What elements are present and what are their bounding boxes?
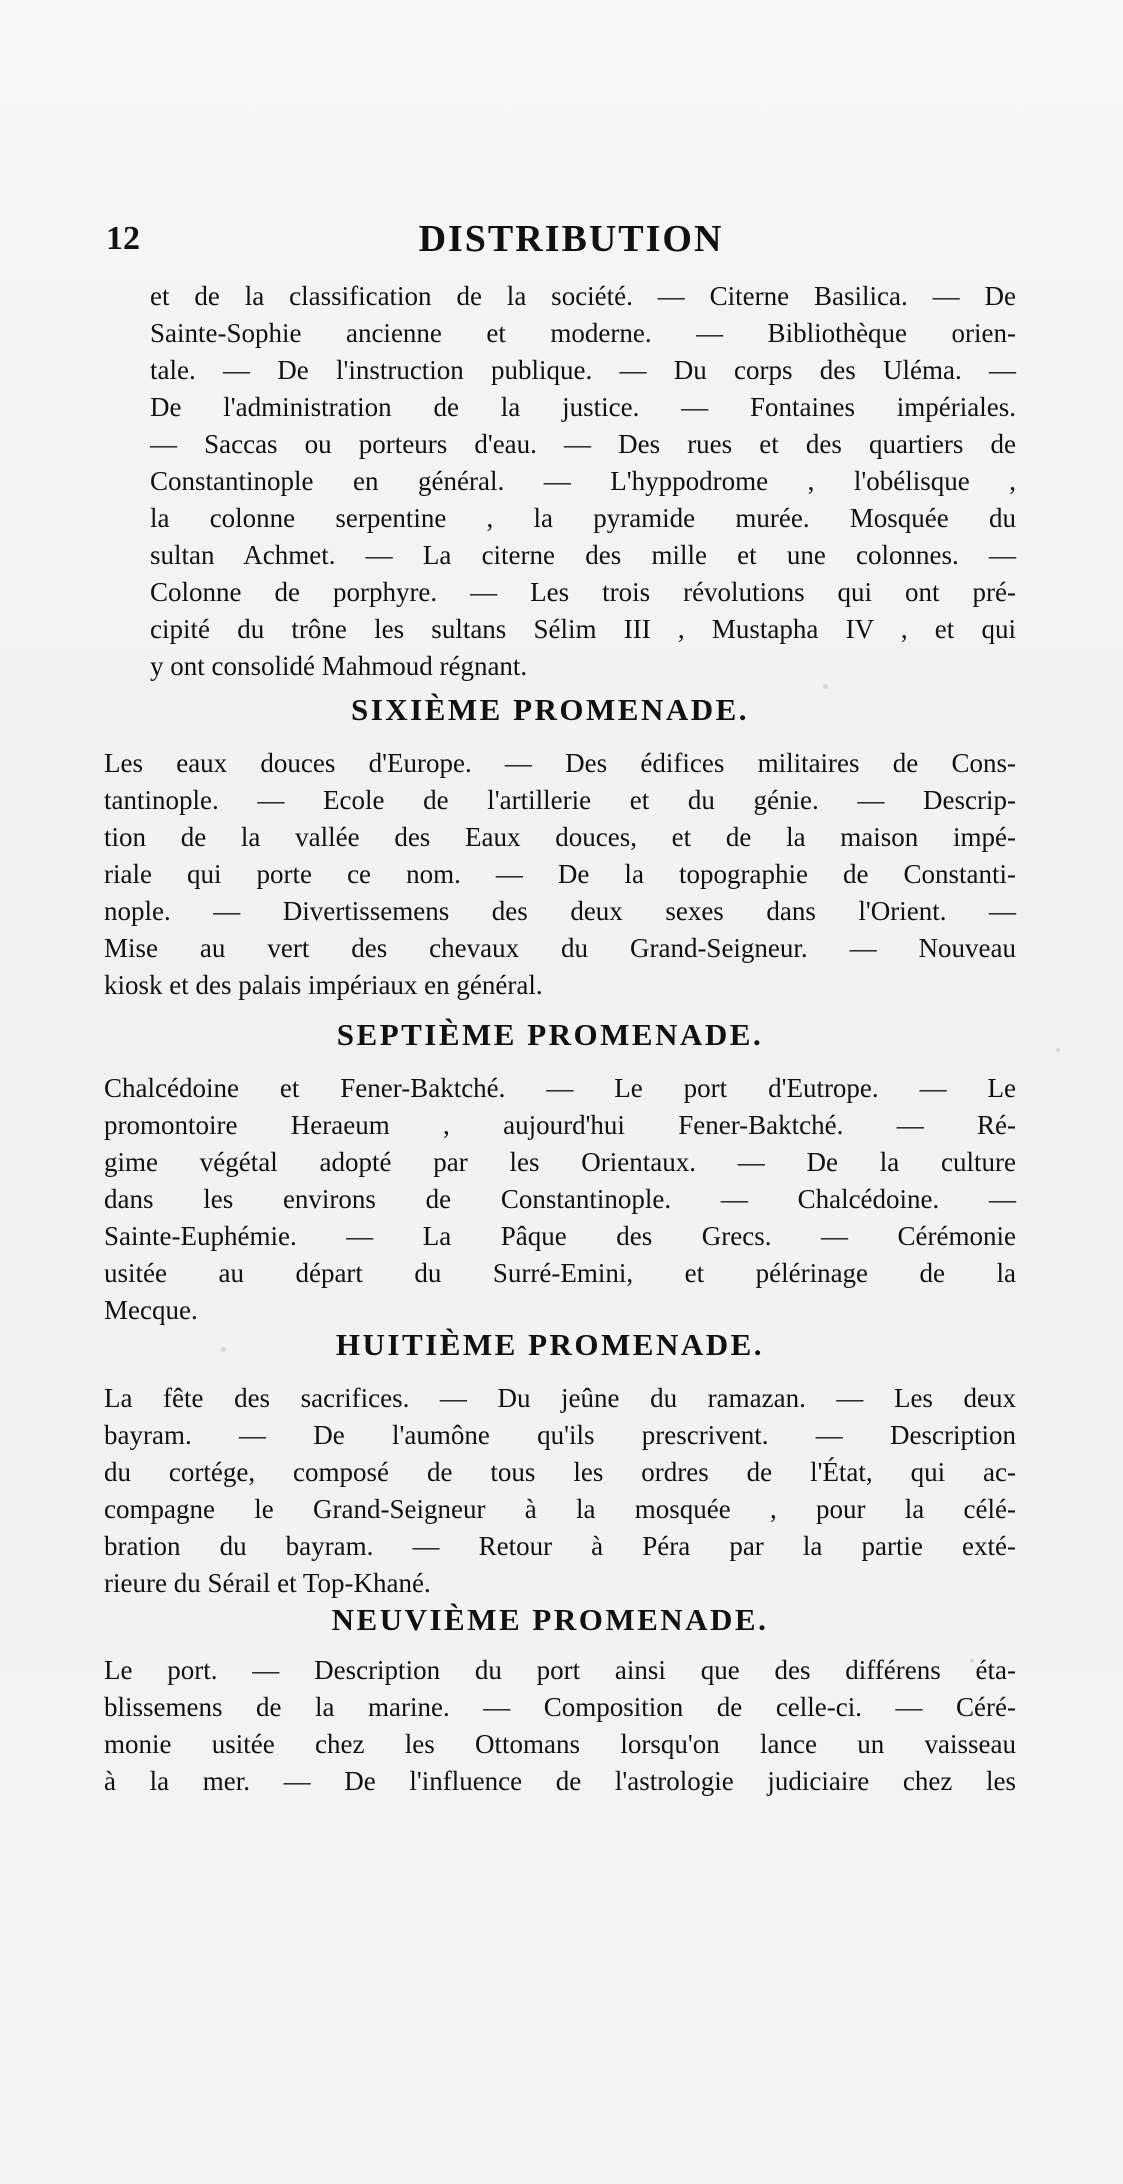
opening-paragraph [150, 278, 1016, 685]
text-line: du cortége, composé de tous les ordres de l'État, qui ac- [104, 1457, 1016, 1487]
text-line: La fête des sacrifices. — Du jeûne du ramazan. — Les deux [104, 1383, 1016, 1413]
text-line: nople. — Divertissemens des deux sexes dans l'Orient. — [104, 896, 1016, 926]
running-head [106, 214, 1036, 264]
text-line: cipité du trône les sultans Sélim III , Mustapha IV , et qui [150, 614, 1016, 644]
text-line: Sainte-Euphémie. — La Pâque des Grecs. — Cérémonie [104, 1221, 1016, 1251]
text-line: De l'administration de la justice. — Fontaines impériales. [150, 392, 1016, 422]
text-line: usitée au départ du Surré-Emini, et pélérinage de la [104, 1258, 1016, 1288]
text-line: bayram. — De l'aumône qu'ils prescrivent. — Description [104, 1420, 1016, 1450]
text-line: sultan Achmet. — La citerne des mille et une colonnes. — [150, 540, 1016, 570]
text-line: Mecque. [104, 1295, 198, 1325]
text-line: Mise au vert des chevaux du Grand-Seigneur. — Nouveau [104, 933, 1016, 963]
text-line: promontoire Heraeum , aujourd'hui Fener-Baktché. — Ré- [104, 1110, 1016, 1140]
text-line: bration du bayram. — Retour à Péra par la partie exté- [104, 1531, 1016, 1561]
text-line: gime végétal adopté par les Orientaux. — De la culture [104, 1147, 1016, 1177]
text-line: rieure du Sérail et Top-Khané. [104, 1568, 431, 1598]
ink-speck [221, 1347, 226, 1352]
text-line: Les eaux douces d'Europe. — Des édifices militaires de Cons- [104, 748, 1016, 778]
text-line: Colonne de porphyre. — Les trois révolutions qui ont pré- [150, 577, 1016, 607]
text-line: et de la classification de la société. — Citerne Basilica. — De [150, 281, 1016, 311]
text-line: Constantinople en général. — L'hyppodrome , l'obélisque , [150, 466, 1016, 496]
text-line: Chalcédoine et Fener-Baktché. — Le port d'Eutrope. — Le [104, 1073, 1016, 1103]
text-line: tion de la vallée des Eaux douces, et de la maison impé- [104, 822, 1016, 852]
text-line: la colonne serpentine , la pyramide murée. Mosquée du [150, 503, 1016, 533]
text-line: dans les environs de Constantinople. — Chalcédoine. — [104, 1184, 1016, 1214]
section-title-sixieme: SIXIÈME PROMENADE. [350, 692, 750, 727]
section-title-huitieme: HUITIÈME PROMENADE. [335, 1327, 765, 1362]
section-body-neuvieme [104, 1652, 1016, 1800]
text-line: kiosk et des palais impériaux en général. [104, 970, 543, 1000]
text-line: y ont consolidé Mahmoud régnant. [150, 651, 528, 681]
section-body-sixieme [104, 745, 1016, 1004]
text-line: monie usitée chez les Ottomans lorsqu'on lance un vaisseau [104, 1729, 1016, 1759]
page-number: 12 [106, 220, 140, 257]
ink-speck [970, 1659, 974, 1663]
text-line: riale qui porte ce nom. — De la topographie de Constanti- [104, 859, 1016, 889]
text-line: — Saccas ou porteurs d'eau. — Des rues et des quartiers de [150, 429, 1016, 459]
section-body-septieme [104, 1070, 1016, 1329]
running-title: DISTRIBUTION [418, 218, 724, 260]
section-title-neuvieme: NEUVIÈME PROMENADE. [331, 1602, 769, 1637]
text-line: blissemens de la marine. — Composition de celle-ci. — Céré- [104, 1692, 1016, 1722]
text-line: Le port. — Description du port ainsi que des différens éta- [104, 1655, 1016, 1685]
ink-speck [823, 684, 828, 689]
text-line: compagne le Grand-Seigneur à la mosquée , pour la célé- [104, 1494, 1016, 1524]
ink-speck [1056, 1048, 1060, 1052]
section-title-septieme: SEPTIÈME PROMENADE. [336, 1017, 764, 1052]
text-line: tantinople. — Ecole de l'artillerie et du génie. — Descrip- [104, 785, 1016, 815]
text-line: Sainte-Sophie ancienne et moderne. — Bibliothèque orien- [150, 318, 1016, 348]
text-line: à la mer. — De l'influence de l'astrologie judiciaire chez les [104, 1766, 1016, 1796]
section-body-huitieme [104, 1380, 1016, 1602]
text-line: tale. — De l'instruction publique. — Du corps des Uléma. — [150, 355, 1016, 385]
